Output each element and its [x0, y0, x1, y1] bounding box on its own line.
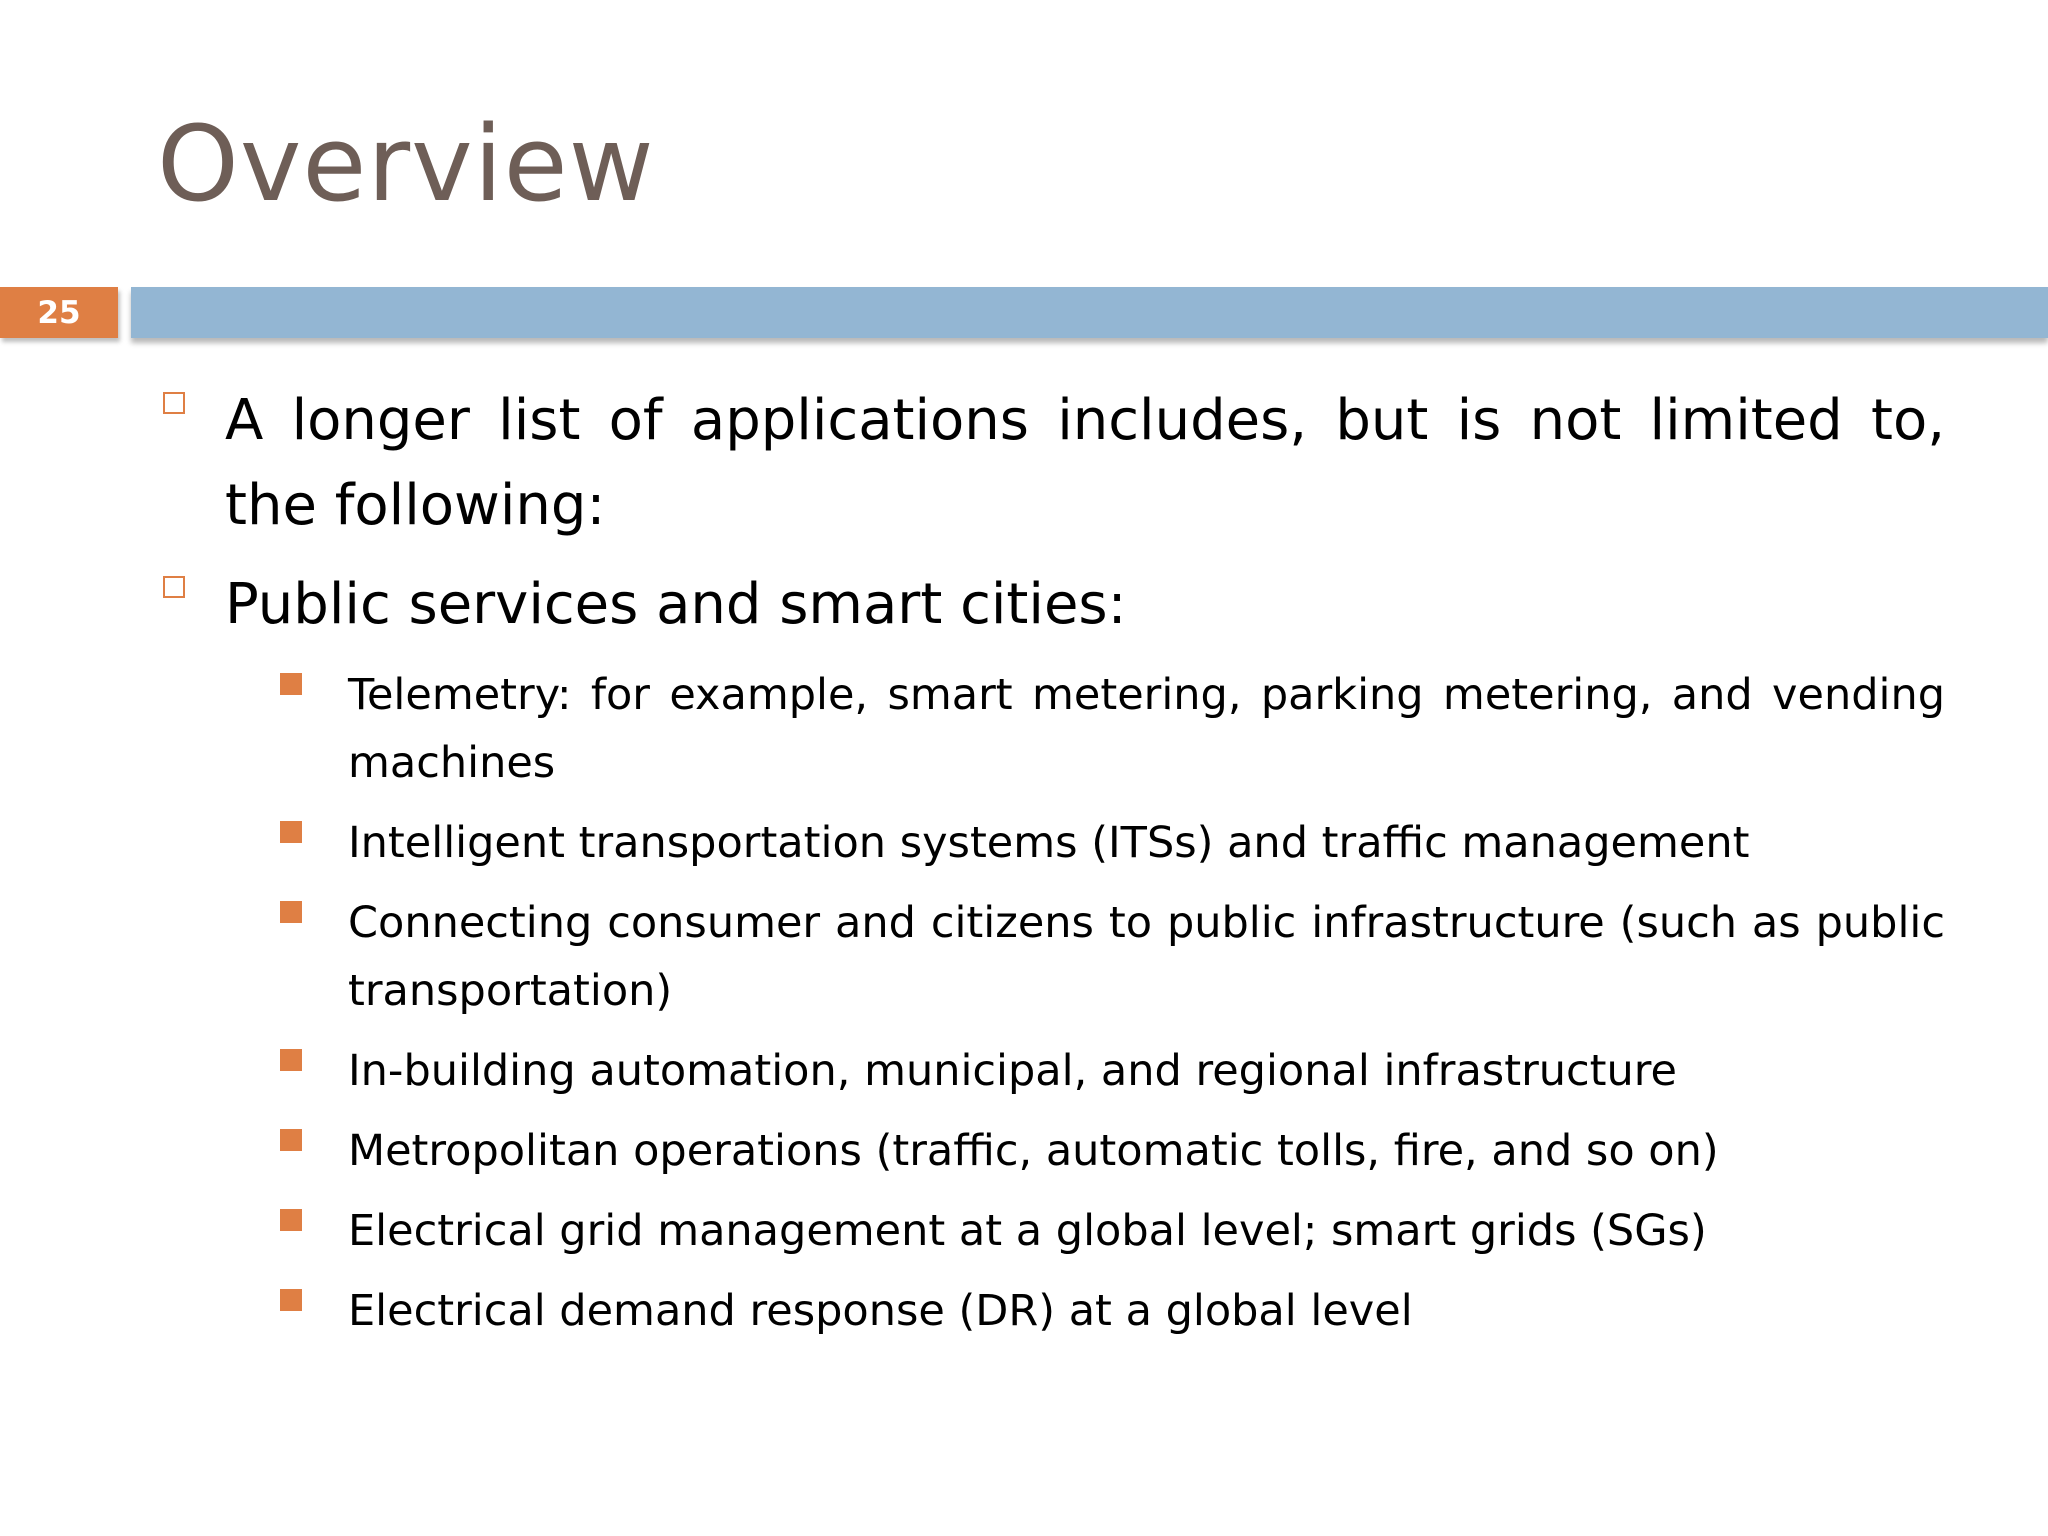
- square-filled-bullet-icon: [280, 1289, 302, 1311]
- square-filled-bullet-icon: [280, 673, 302, 695]
- sub-bullet-text: Telemetry: for example, smart metering, parking metering, and vending machines: [348, 670, 1945, 788]
- sub-bullet-item: [348, 661, 1945, 797]
- bullet-text: Public services and smart cities:: [225, 572, 1127, 637]
- sub-bullet-text: In-building automation, municipal, and regional infrastructure: [348, 1046, 1677, 1096]
- sub-bullet-item: [348, 1117, 1945, 1185]
- slide-title: Overview: [157, 103, 655, 225]
- sub-bullet-item: [348, 1277, 1945, 1345]
- title-divider-bar: [131, 287, 2048, 338]
- sub-bullet-text: Intelligent transportation systems (ITSs) and traffic management: [348, 818, 1750, 868]
- sub-bullet-text: Electrical grid management at a global level; smart grids (SGs): [348, 1206, 1707, 1256]
- sub-bullet-text: Connecting consumer and citizens to public infrastructure (such as public transportation): [348, 898, 1945, 1016]
- bullet-text: A longer list of applications includes, but is not limited to, the following:: [225, 388, 1945, 538]
- square-filled-bullet-icon: [280, 1049, 302, 1071]
- square-filled-bullet-icon: [280, 821, 302, 843]
- bullet-item: [157, 378, 1945, 548]
- square-outline-bullet-icon: [163, 392, 185, 414]
- square-outline-bullet-icon: [163, 576, 185, 598]
- page-number: 25: [37, 294, 81, 331]
- sub-bullet-item: [348, 1197, 1945, 1265]
- slide-body: [157, 378, 1945, 1357]
- sub-bullet-item: [348, 889, 1945, 1025]
- page-number-badge: [0, 287, 118, 338]
- sub-bullet-text: Electrical demand response (DR) at a global level: [348, 1286, 1413, 1336]
- sub-bullet-item: [348, 809, 1945, 877]
- square-filled-bullet-icon: [280, 1129, 302, 1151]
- sub-bullet-item: [348, 1037, 1945, 1105]
- square-filled-bullet-icon: [280, 901, 302, 923]
- bullet-item: [157, 562, 1945, 647]
- square-filled-bullet-icon: [280, 1209, 302, 1231]
- sub-bullet-text: Metropolitan operations (traffic, automatic tolls, fire, and so on): [348, 1126, 1719, 1176]
